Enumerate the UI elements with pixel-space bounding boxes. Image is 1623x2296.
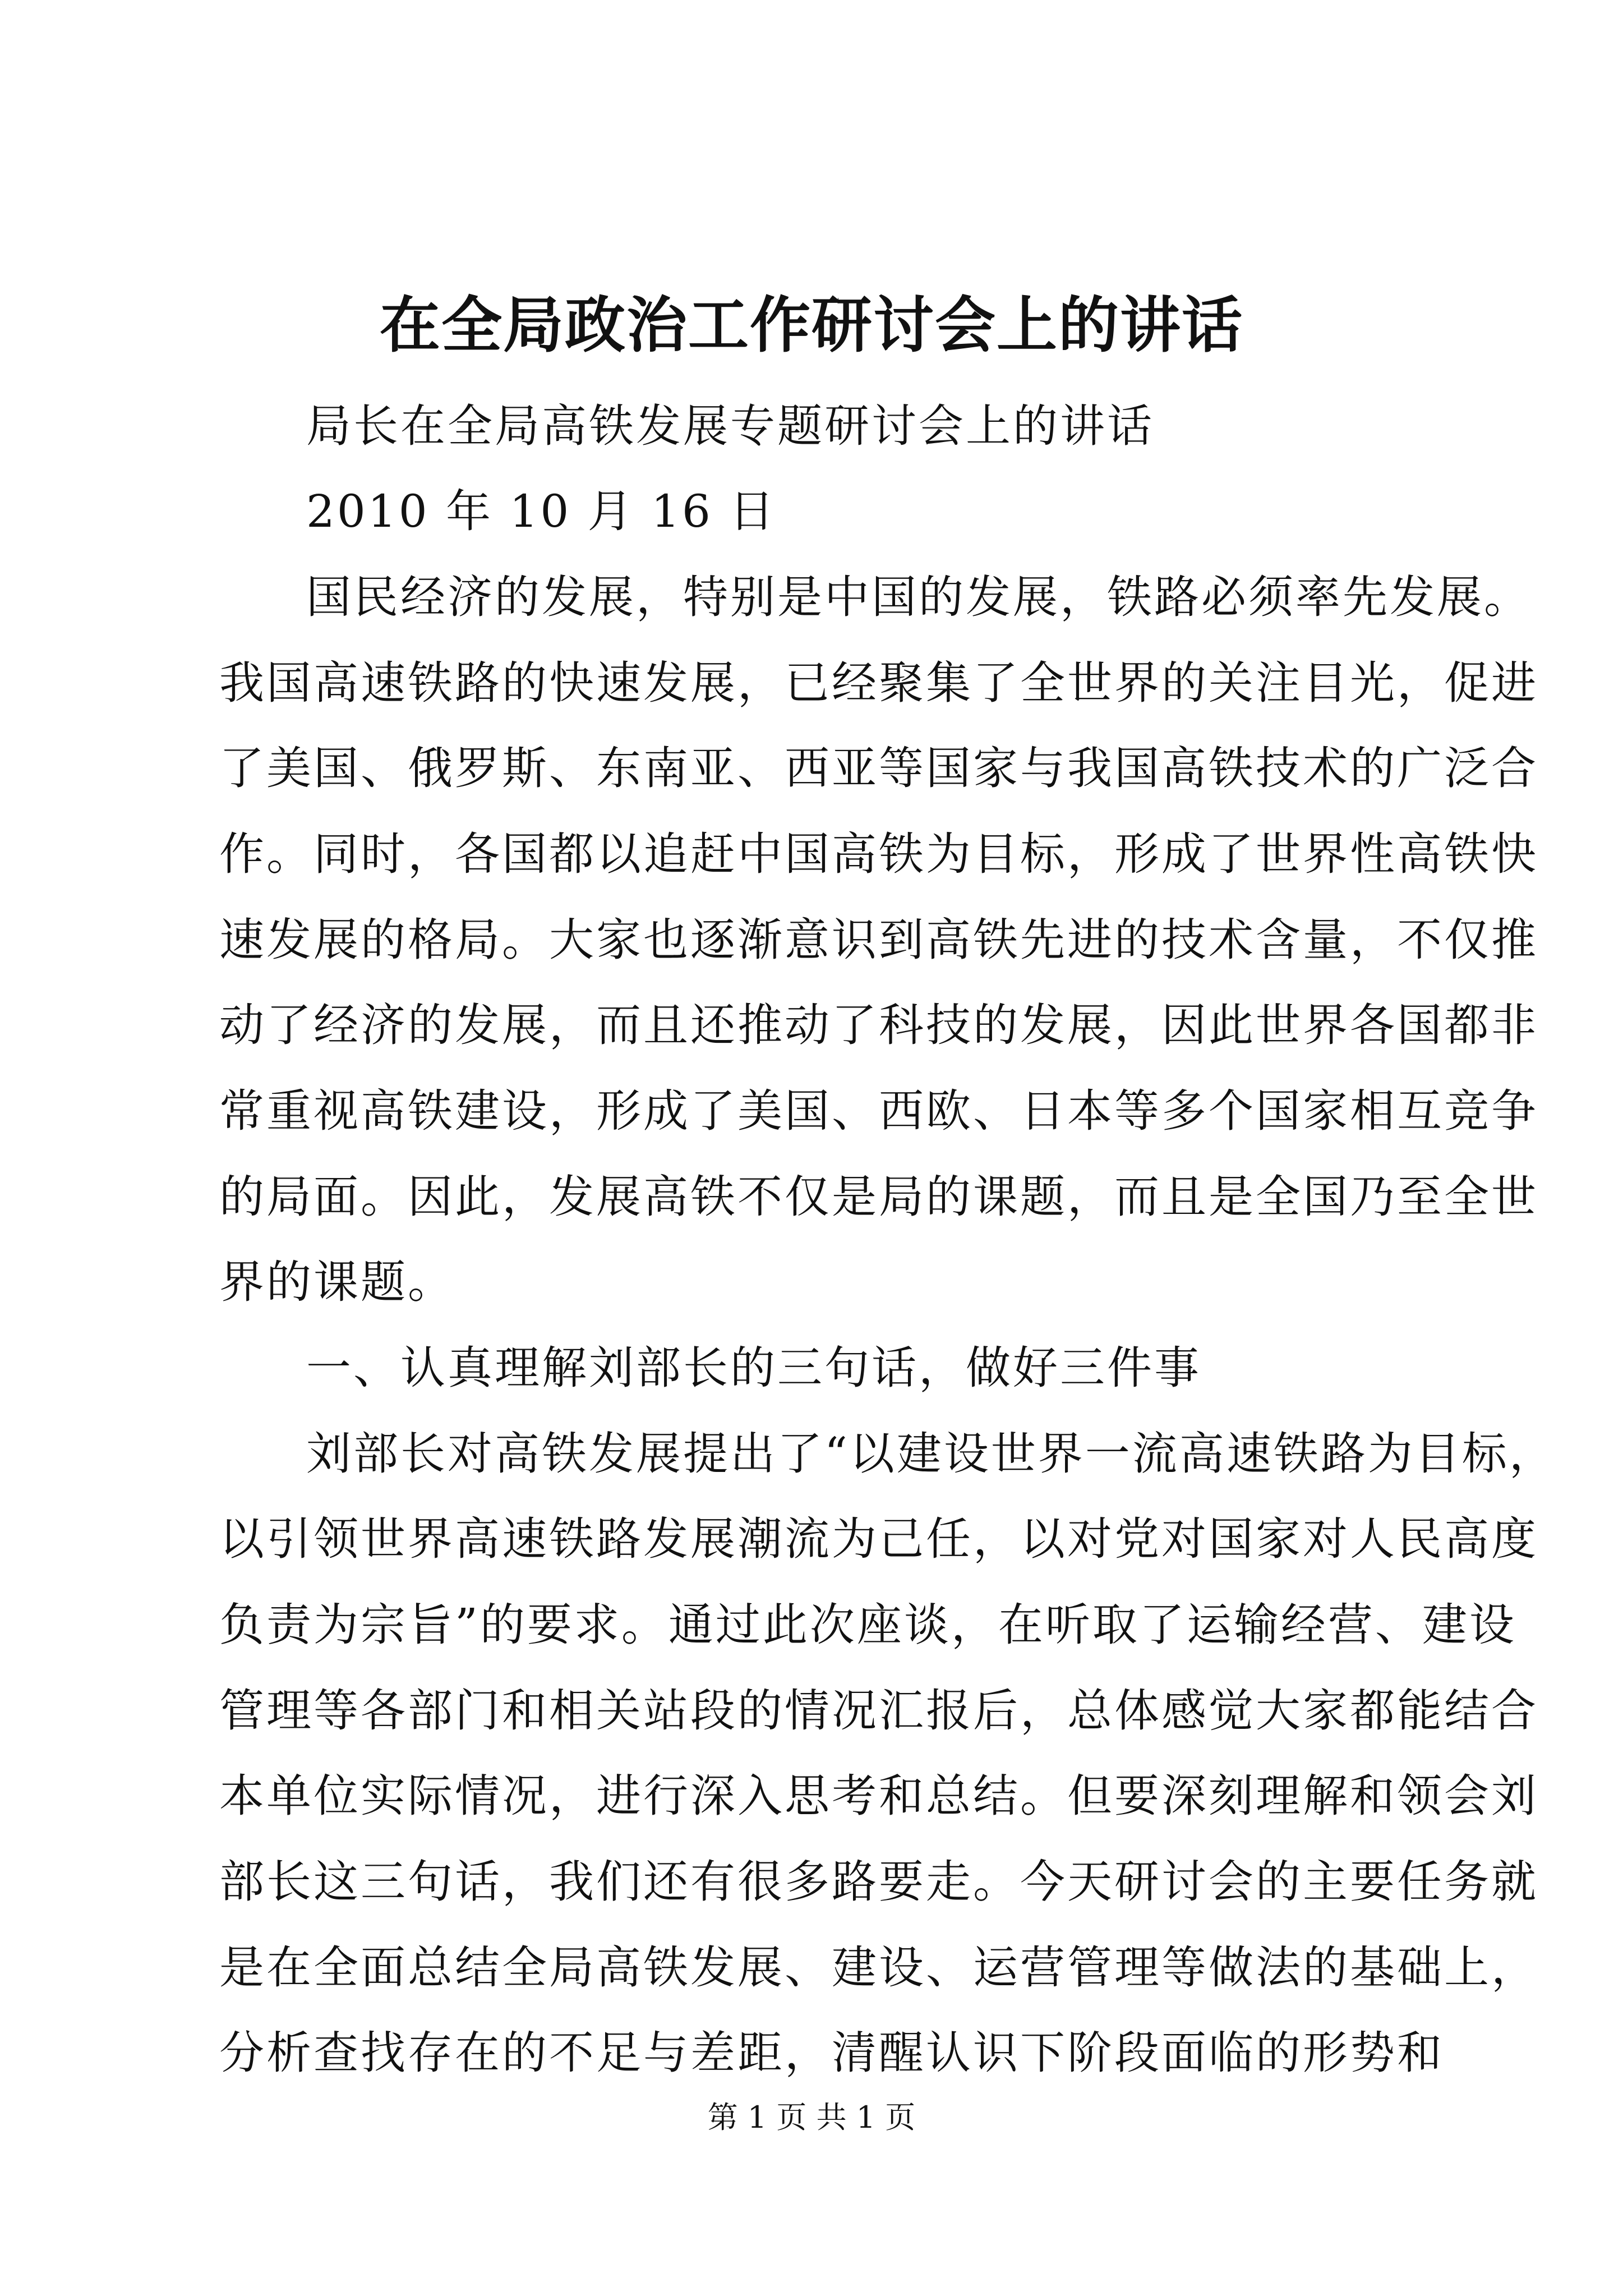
subtitle-line: 局长在全局高铁发展专题研讨会上的讲话 — [306, 400, 1154, 452]
paragraph-line: 以引领世界高速铁路发展潮流为己任，以对党对国家对人民高度 — [219, 1513, 1538, 1565]
paragraph-line: 界的课题。 — [219, 1256, 455, 1308]
paragraph-line: 部长这三句话，我们还有很多路要走。今天研讨会的主要任务就 — [219, 1856, 1538, 1908]
paragraph-line: 了美国、俄罗斯、东南亚、西亚等国家与我国高铁技术的广泛合 — [219, 742, 1538, 794]
date-line: 2010 年 10 月 16 日 — [306, 485, 777, 537]
paragraph-line: 我国高速铁路的快速发展，已经聚集了全世界的关注目光，促进 — [219, 657, 1538, 709]
paragraph-line: 负责为宗旨”的要求。通过此次座谈，在听取了运输经营、建设 — [219, 1599, 1516, 1651]
paragraph-line: 动了经济的发展，而且还推动了科技的发展，因此世界各国都非 — [219, 999, 1538, 1051]
paragraph-line: 管理等各部门和相关站段的情况汇报后，总体感觉大家都能结合 — [219, 1685, 1538, 1737]
paragraph-line: 本单位实际情况，进行深入思考和总结。但要深刻理解和领会刘 — [219, 1770, 1538, 1822]
section-heading: 一、认真理解刘部长的三句话，做好三件事 — [306, 1342, 1201, 1394]
paragraph-line: 刘部长对高铁发展提出了“以建设世界一流高速铁路为目标， — [306, 1428, 1556, 1480]
paragraph-line: 的局面。因此，发展高铁不仅是局的课题，而且是全国乃至全世 — [219, 1171, 1538, 1223]
paragraph-line: 常重视高铁建设，形成了美国、西欧、日本等多个国家相互竞争 — [219, 1085, 1538, 1137]
document-title: 在全局政治工作研讨会上的讲话 — [379, 290, 1243, 361]
paragraph-line: 作。同时，各国都以追赶中国高铁为目标，形成了世界性高铁快 — [219, 828, 1538, 880]
paragraph-line: 速发展的格局。大家也逐渐意识到高铁先进的技术含量，不仅推 — [219, 914, 1538, 966]
page-footer: 第 1 页 共 1 页 — [707, 2100, 916, 2135]
paragraph-line: 是在全面总结全局高铁发展、建设、运营管理等做法的基础上， — [219, 1941, 1538, 1994]
paragraph-line: 国民经济的发展，特别是中国的发展，铁路必须率先发展。 — [306, 571, 1531, 623]
paragraph-line: 分析查找存在的不足与差距，清醒认识下阶段面临的形势和 — [219, 2027, 1444, 2079]
